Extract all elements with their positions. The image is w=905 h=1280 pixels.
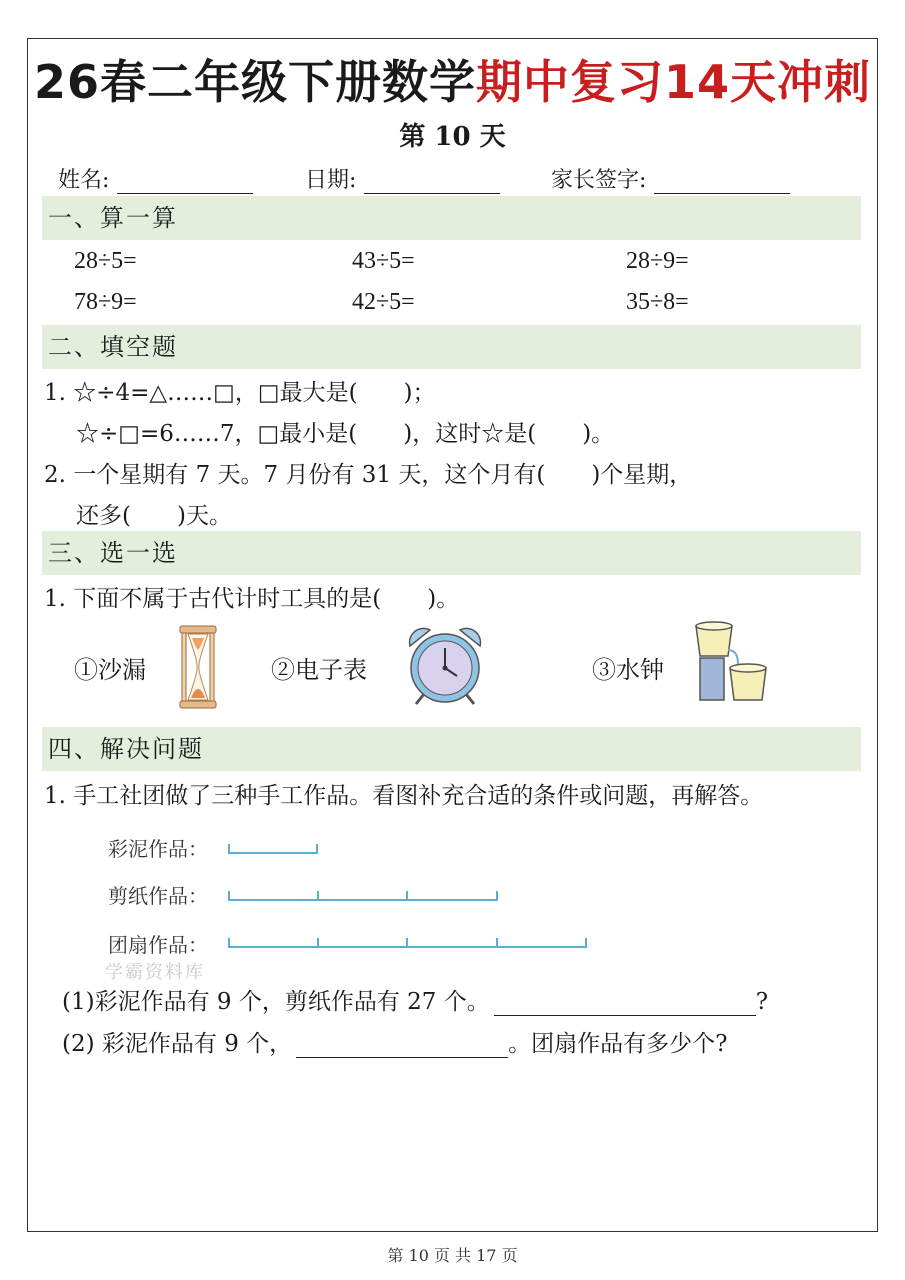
alarm-clock-icon bbox=[402, 624, 488, 706]
page-title bbox=[0, 46, 905, 112]
parent-sign-blank[interactable] bbox=[654, 171, 790, 194]
sub-question-2-start: (2) 彩泥作品有 9 个， bbox=[62, 1031, 293, 1057]
solve-question-1: 1. 手工社团做了三种手工作品。看图补充合适的条件或问题，再解答。 bbox=[44, 783, 764, 809]
watermark: 学霸资料库 bbox=[105, 962, 205, 983]
option-electronic-watch: ②电子表 bbox=[271, 656, 367, 684]
name-label: 姓名: bbox=[58, 168, 110, 193]
fill-question-1a: 1. ☆÷4=△……□，□最大是( )； bbox=[44, 380, 436, 406]
bar-label-clay: 彩泥作品： bbox=[108, 837, 208, 861]
title-highlight: 期中复习14天冲刺 bbox=[476, 55, 872, 109]
bar-clay bbox=[228, 842, 318, 854]
sub-question-1-end: ? bbox=[755, 989, 769, 1015]
bar-label-papercut: 剪纸作品： bbox=[108, 884, 208, 908]
section-header-solve: 四、解决问题 bbox=[42, 727, 861, 771]
sub-question-1 bbox=[62, 983, 768, 1016]
option-hourglass: ①沙漏 bbox=[74, 656, 146, 684]
calc-item: 28÷5= bbox=[74, 248, 137, 274]
option-water-clock: ③水钟 bbox=[592, 656, 664, 684]
section-header-choose: 三、选一选 bbox=[42, 531, 861, 575]
name-blank[interactable] bbox=[117, 171, 253, 194]
hourglass-icon bbox=[176, 624, 220, 710]
calc-item: 78÷9= bbox=[74, 289, 137, 315]
answer-blank-2[interactable] bbox=[296, 1033, 508, 1058]
parent-sign-label: 家长签字: bbox=[551, 168, 647, 193]
bar-fan bbox=[228, 936, 587, 948]
date-field bbox=[305, 163, 500, 194]
calc-item: 35÷8= bbox=[626, 289, 689, 315]
name-field bbox=[58, 163, 253, 194]
date-blank[interactable] bbox=[364, 171, 500, 194]
fill-question-2a: 2. 一个星期有 7 天。7 月份有 31 天，这个月有( )个星期， bbox=[44, 462, 693, 488]
choose-question-1: 1. 下面不属于古代计时工具的是( )。 bbox=[44, 586, 460, 612]
calc-item: 43÷5= bbox=[352, 248, 415, 274]
section-header-fill: 二、填空题 bbox=[42, 325, 861, 369]
sub-question-1-text: (1)彩泥作品有 9 个，剪纸作品有 27 个。 bbox=[62, 989, 490, 1015]
bar-papercut bbox=[228, 889, 498, 901]
calc-item: 42÷5= bbox=[352, 289, 415, 315]
answer-blank-1[interactable] bbox=[494, 991, 756, 1016]
fill-question-2b: 还多( )天。 bbox=[76, 503, 232, 529]
sub-question-2 bbox=[62, 1025, 728, 1058]
section-header-calc: 一、算一算 bbox=[42, 196, 861, 240]
bar-label-fan: 团扇作品： bbox=[108, 933, 208, 957]
water-clock-icon bbox=[692, 620, 772, 704]
parent-sign-field bbox=[551, 163, 790, 194]
day-label: 第 10 天 bbox=[399, 122, 506, 152]
sub-question-2-end: 。团扇作品有多少个? bbox=[508, 1031, 728, 1057]
calc-item: 28÷9= bbox=[626, 248, 689, 274]
fill-question-1b: ☆÷□=6……7，□最小是( )，这时☆是( )。 bbox=[76, 421, 615, 447]
date-label: 日期: bbox=[305, 168, 357, 193]
title-main: 26春二年级下册数学 bbox=[33, 55, 476, 109]
page-footer: 第 10 页 共 17 页 bbox=[387, 1246, 518, 1265]
